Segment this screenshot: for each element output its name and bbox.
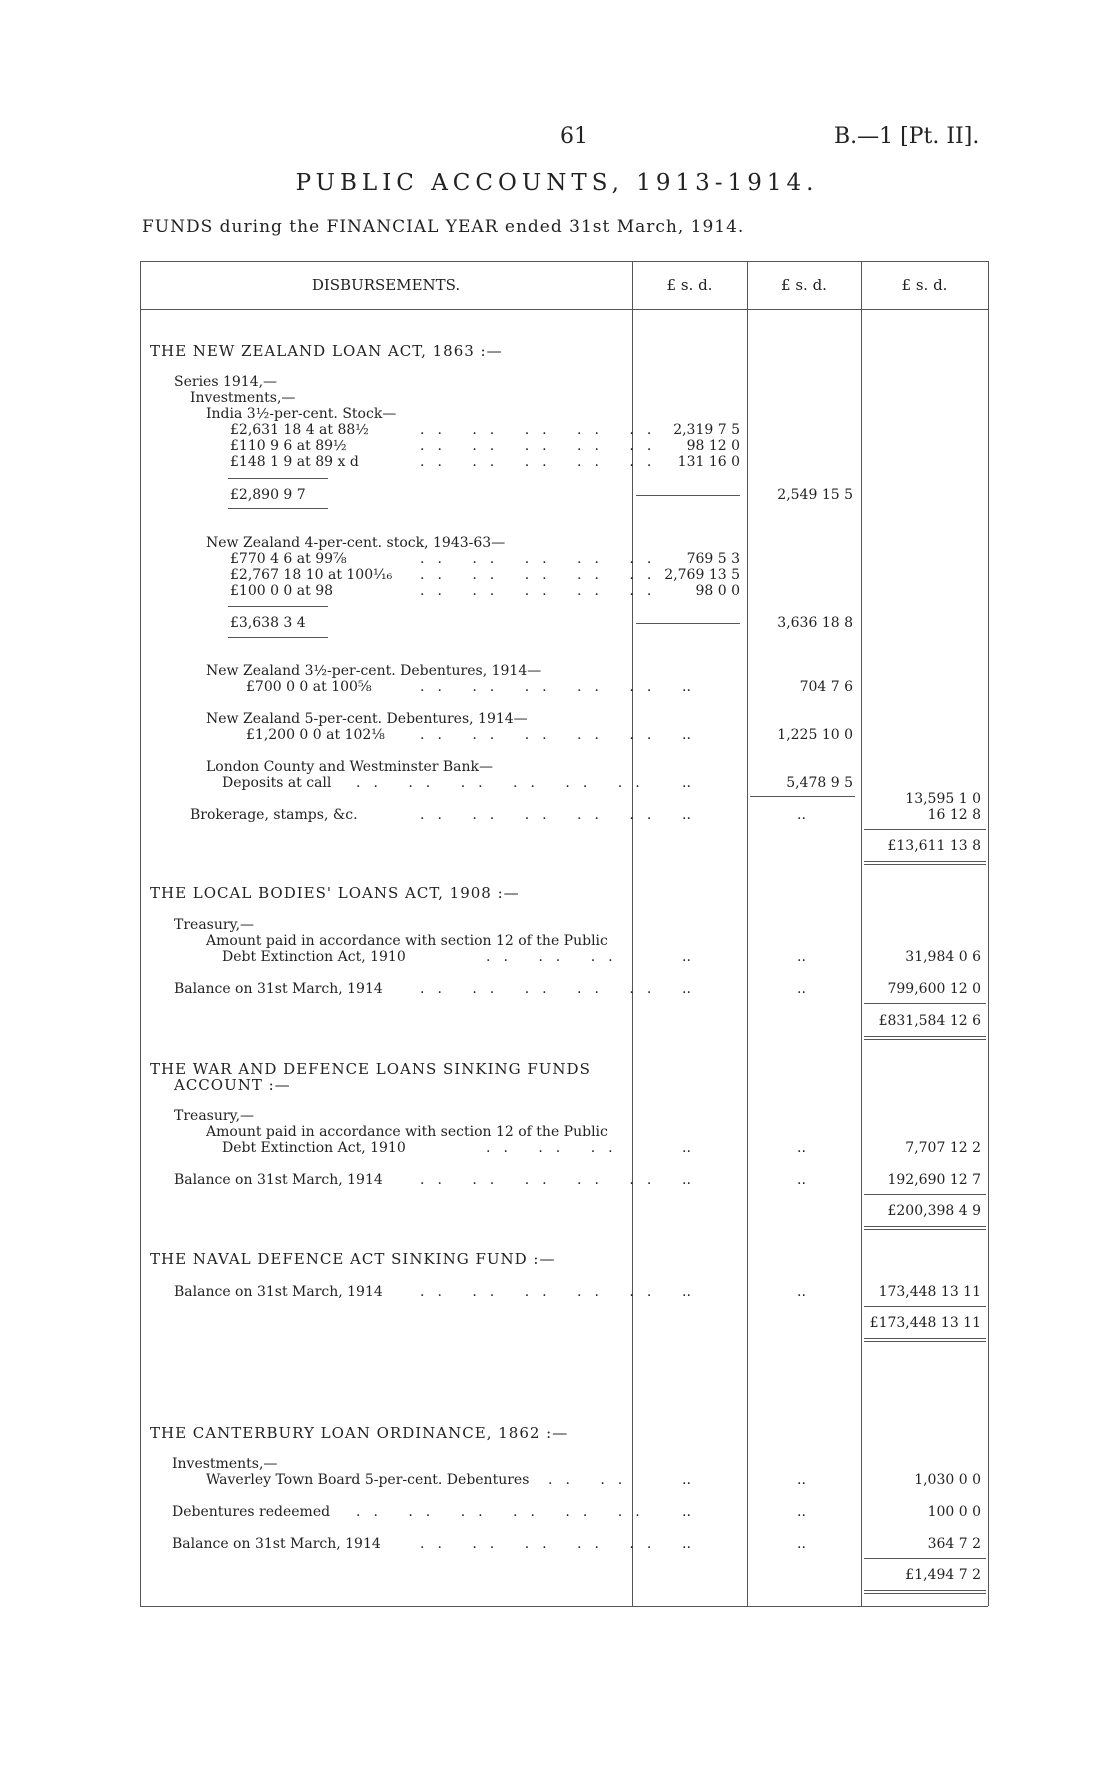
balance-desc: Balance on 31st March, 1914 bbox=[174, 1172, 383, 1188]
india-total-desc: £2,890 9 7 bbox=[230, 487, 306, 503]
double-rule bbox=[864, 1039, 986, 1040]
leader-dots: .. .. .. bbox=[486, 949, 626, 965]
deb35-desc: £700 0 0 at 100⅝ bbox=[246, 679, 372, 695]
page-title: PUBLIC ACCOUNTS, 1913-1914. bbox=[295, 170, 819, 196]
empty-marker: .. bbox=[797, 949, 806, 965]
local-bodies-balance: 799,600 12 0 bbox=[887, 981, 981, 997]
column-header-lsd-1: £ s. d. bbox=[666, 276, 713, 294]
leader-dots: .. .. .. .. .. bbox=[420, 1284, 665, 1300]
subtotal-rule bbox=[228, 606, 328, 607]
empty-marker: .. bbox=[797, 807, 806, 823]
empty-marker: .. bbox=[797, 981, 806, 997]
empty-marker: .. bbox=[682, 727, 691, 743]
section-heading: THE CANTERBURY LOAN ORDINANCE, 1862 :— bbox=[150, 1424, 569, 1442]
empty-marker: .. bbox=[682, 981, 691, 997]
subtotal-rule bbox=[228, 508, 328, 509]
brokerage-desc: Brokerage, stamps, &c. bbox=[190, 807, 358, 823]
amount-desc-line1: Amount paid in accordance with section 12 of the Public bbox=[206, 1124, 608, 1140]
section-heading: THE NAVAL DEFENCE ACT SINKING FUND :— bbox=[150, 1250, 556, 1268]
nz-loan-subtotal: 13,595 1 0 bbox=[905, 791, 981, 807]
document-reference: B.—1 [Pt. II]. bbox=[834, 124, 980, 149]
leader-dots: .. .. bbox=[548, 1472, 636, 1488]
brokerage-amount: 16 12 8 bbox=[927, 807, 981, 823]
balance-desc: Balance on 31st March, 1914 bbox=[174, 1284, 383, 1300]
empty-marker: .. bbox=[682, 1536, 691, 1552]
double-rule bbox=[864, 1338, 986, 1339]
leader-dots: .. .. .. .. .. bbox=[420, 807, 665, 823]
double-rule bbox=[864, 1226, 986, 1227]
leader-dots: .. .. .. .. .. bbox=[420, 727, 665, 743]
leader-dots: .. .. .. .. .. bbox=[420, 981, 665, 997]
nz4-heading: New Zealand 4-per-cent. stock, 1943-63— bbox=[206, 535, 506, 551]
total-rule bbox=[864, 829, 986, 830]
war-defence-balance: 192,690 12 7 bbox=[887, 1172, 981, 1188]
india-row-amount: 131 16 0 bbox=[677, 454, 740, 470]
bank-amount: 5,478 9 5 bbox=[786, 775, 853, 791]
bank-desc: Deposits at call bbox=[222, 775, 332, 791]
empty-marker: .. bbox=[682, 807, 691, 823]
naval-balance: 173,448 13 11 bbox=[878, 1284, 981, 1300]
section-heading: THE WAR AND DEFENCE LOANS SINKING FUNDS bbox=[150, 1060, 591, 1078]
deb5-desc: £1,200 0 0 at 102⅛ bbox=[246, 727, 385, 743]
total-rule bbox=[864, 1306, 986, 1307]
double-rule bbox=[864, 1593, 986, 1594]
waverley-desc: Waverley Town Board 5-per-cent. Debentures bbox=[206, 1472, 530, 1488]
column-header-disbursements: DISBURSEMENTS. bbox=[311, 276, 461, 294]
section-heading: THE NEW ZEALAND LOAN ACT, 1863 :— bbox=[150, 342, 503, 360]
deb5-heading: New Zealand 5-per-cent. Debentures, 1914— bbox=[206, 711, 528, 727]
subtotal-rule bbox=[228, 478, 328, 479]
bank-heading: London County and Westminster Bank— bbox=[206, 759, 494, 775]
waverley-amount: 1,030 0 0 bbox=[914, 1472, 981, 1488]
double-rule bbox=[864, 1341, 986, 1342]
nz4-row-amount: 2,769 13 5 bbox=[664, 567, 740, 583]
leader-dots: .. .. .. .. .. bbox=[420, 438, 665, 454]
empty-marker: .. bbox=[797, 1284, 806, 1300]
empty-marker: .. bbox=[682, 775, 691, 791]
local-bodies-total: £831,584 12 6 bbox=[878, 1013, 981, 1029]
section-heading-cont: ACCOUNT :— bbox=[174, 1076, 291, 1094]
nz4-total-amount: 3,636 18 8 bbox=[777, 615, 853, 631]
empty-marker: .. bbox=[682, 1284, 691, 1300]
leader-dots: .. .. .. .. .. .. bbox=[356, 775, 653, 791]
empty-marker: .. bbox=[682, 1504, 691, 1520]
empty-marker: .. bbox=[797, 1172, 806, 1188]
empty-marker: .. bbox=[682, 949, 691, 965]
total-rule bbox=[864, 1558, 986, 1559]
double-rule bbox=[864, 861, 986, 862]
india-row-amount: 98 12 0 bbox=[686, 438, 740, 454]
balance-desc: Balance on 31st March, 1914 bbox=[174, 981, 383, 997]
leader-dots: .. .. .. .. .. bbox=[420, 551, 665, 567]
amount-desc-line2: Debt Extinction Act, 1910 bbox=[222, 1140, 406, 1156]
leader-dots: .. .. .. .. .. bbox=[420, 454, 665, 470]
empty-marker: .. bbox=[797, 1536, 806, 1552]
nz4-total-desc: £3,638 3 4 bbox=[230, 615, 306, 631]
leader-dots: .. .. .. .. .. bbox=[420, 567, 665, 583]
deb35-heading: New Zealand 3½-per-cent. Debentures, 1914— bbox=[206, 663, 542, 679]
treasury-label: Treasury,— bbox=[174, 917, 255, 933]
leader-dots: .. .. .. .. .. bbox=[420, 583, 665, 599]
naval-total: £173,448 13 11 bbox=[869, 1315, 981, 1331]
table-left-border bbox=[140, 261, 141, 1606]
nz4-row-desc: £770 4 6 at 99⅞ bbox=[230, 551, 347, 567]
redeemed-desc: Debentures redeemed bbox=[172, 1504, 331, 1520]
column-total-rule bbox=[636, 495, 740, 496]
deb35-amount: 704 7 6 bbox=[799, 679, 853, 695]
nz-loan-total: £13,611 13 8 bbox=[887, 838, 981, 854]
double-rule bbox=[864, 864, 986, 865]
india-row-desc: £148 1 9 at 89 x d bbox=[230, 454, 359, 470]
treasury-label: Treasury,— bbox=[174, 1108, 255, 1124]
column-total-rule bbox=[636, 623, 740, 624]
leader-dots: .. .. .. .. .. bbox=[420, 422, 665, 438]
empty-marker: .. bbox=[682, 1172, 691, 1188]
section-heading: THE LOCAL BODIES' LOANS ACT, 1908 :— bbox=[150, 884, 520, 902]
amount-desc-line2: Debt Extinction Act, 1910 bbox=[222, 949, 406, 965]
leader-dots: .. .. .. .. .. .. bbox=[356, 1504, 653, 1520]
column-header-lsd-2: £ s. d. bbox=[781, 276, 827, 294]
nz4-row-amount: 769 5 3 bbox=[686, 551, 740, 567]
total-rule bbox=[864, 1003, 986, 1004]
empty-marker: .. bbox=[797, 1140, 806, 1156]
war-defence-amount: 7,707 12 2 bbox=[905, 1140, 981, 1156]
balance-desc: Balance on 31st March, 1914 bbox=[172, 1536, 381, 1552]
deb5-amount: 1,225 10 0 bbox=[777, 727, 853, 743]
nz4-row-amount: 98 0 0 bbox=[695, 583, 740, 599]
double-rule bbox=[864, 1229, 986, 1230]
table-bottom-rule bbox=[140, 1606, 988, 1607]
india-stock-label: India 3½-per-cent. Stock— bbox=[206, 406, 397, 422]
leader-dots: .. .. .. .. .. bbox=[420, 679, 665, 695]
canterbury-total: £1,494 7 2 bbox=[905, 1567, 981, 1583]
leader-dots: .. .. .. .. .. bbox=[420, 1172, 665, 1188]
empty-marker: .. bbox=[797, 1472, 806, 1488]
leader-dots: .. .. .. .. .. bbox=[420, 1536, 665, 1552]
total-rule bbox=[864, 1194, 986, 1195]
empty-marker: .. bbox=[682, 679, 691, 695]
india-total-amount: 2,549 15 5 bbox=[777, 487, 853, 503]
investments-label: Investments,— bbox=[190, 390, 296, 406]
page-number: 61 bbox=[560, 124, 588, 149]
subtotal-rule bbox=[228, 637, 328, 638]
column-header-lsd-3: £ s. d. bbox=[901, 276, 948, 294]
column-total-rule bbox=[750, 796, 855, 797]
india-row-amount: 2,319 7 5 bbox=[673, 422, 740, 438]
column-divider-2 bbox=[747, 261, 748, 1606]
nz4-row-desc: £2,767 18 10 at 100¹⁄₁₆ bbox=[230, 567, 393, 583]
empty-marker: .. bbox=[797, 1504, 806, 1520]
column-divider-3 bbox=[861, 261, 862, 1606]
war-defence-total: £200,398 4 9 bbox=[887, 1203, 981, 1219]
india-row-desc: £2,631 18 4 at 88½ bbox=[230, 422, 369, 438]
canterbury-balance: 364 7 2 bbox=[927, 1536, 981, 1552]
table-right-border bbox=[988, 261, 989, 1606]
series-label: Series 1914,— bbox=[174, 374, 278, 390]
india-row-desc: £110 9 6 at 89½ bbox=[230, 438, 347, 454]
double-rule bbox=[864, 1036, 986, 1037]
redeemed-amount: 100 0 0 bbox=[927, 1504, 981, 1520]
leader-dots: .. .. .. bbox=[486, 1140, 626, 1156]
nz4-row-desc: £100 0 0 at 98 bbox=[230, 583, 334, 599]
investments-label: Investments,— bbox=[172, 1456, 278, 1472]
amount-desc-line1: Amount paid in accordance with section 12 of the Public bbox=[206, 933, 608, 949]
empty-marker: .. bbox=[682, 1472, 691, 1488]
page-subtitle: FUNDS during the FINANCIAL YEAR ended 31st March, 1914. bbox=[142, 217, 745, 237]
double-rule bbox=[864, 1590, 986, 1591]
local-bodies-amount: 31,984 0 6 bbox=[905, 949, 981, 965]
empty-marker: .. bbox=[682, 1140, 691, 1156]
